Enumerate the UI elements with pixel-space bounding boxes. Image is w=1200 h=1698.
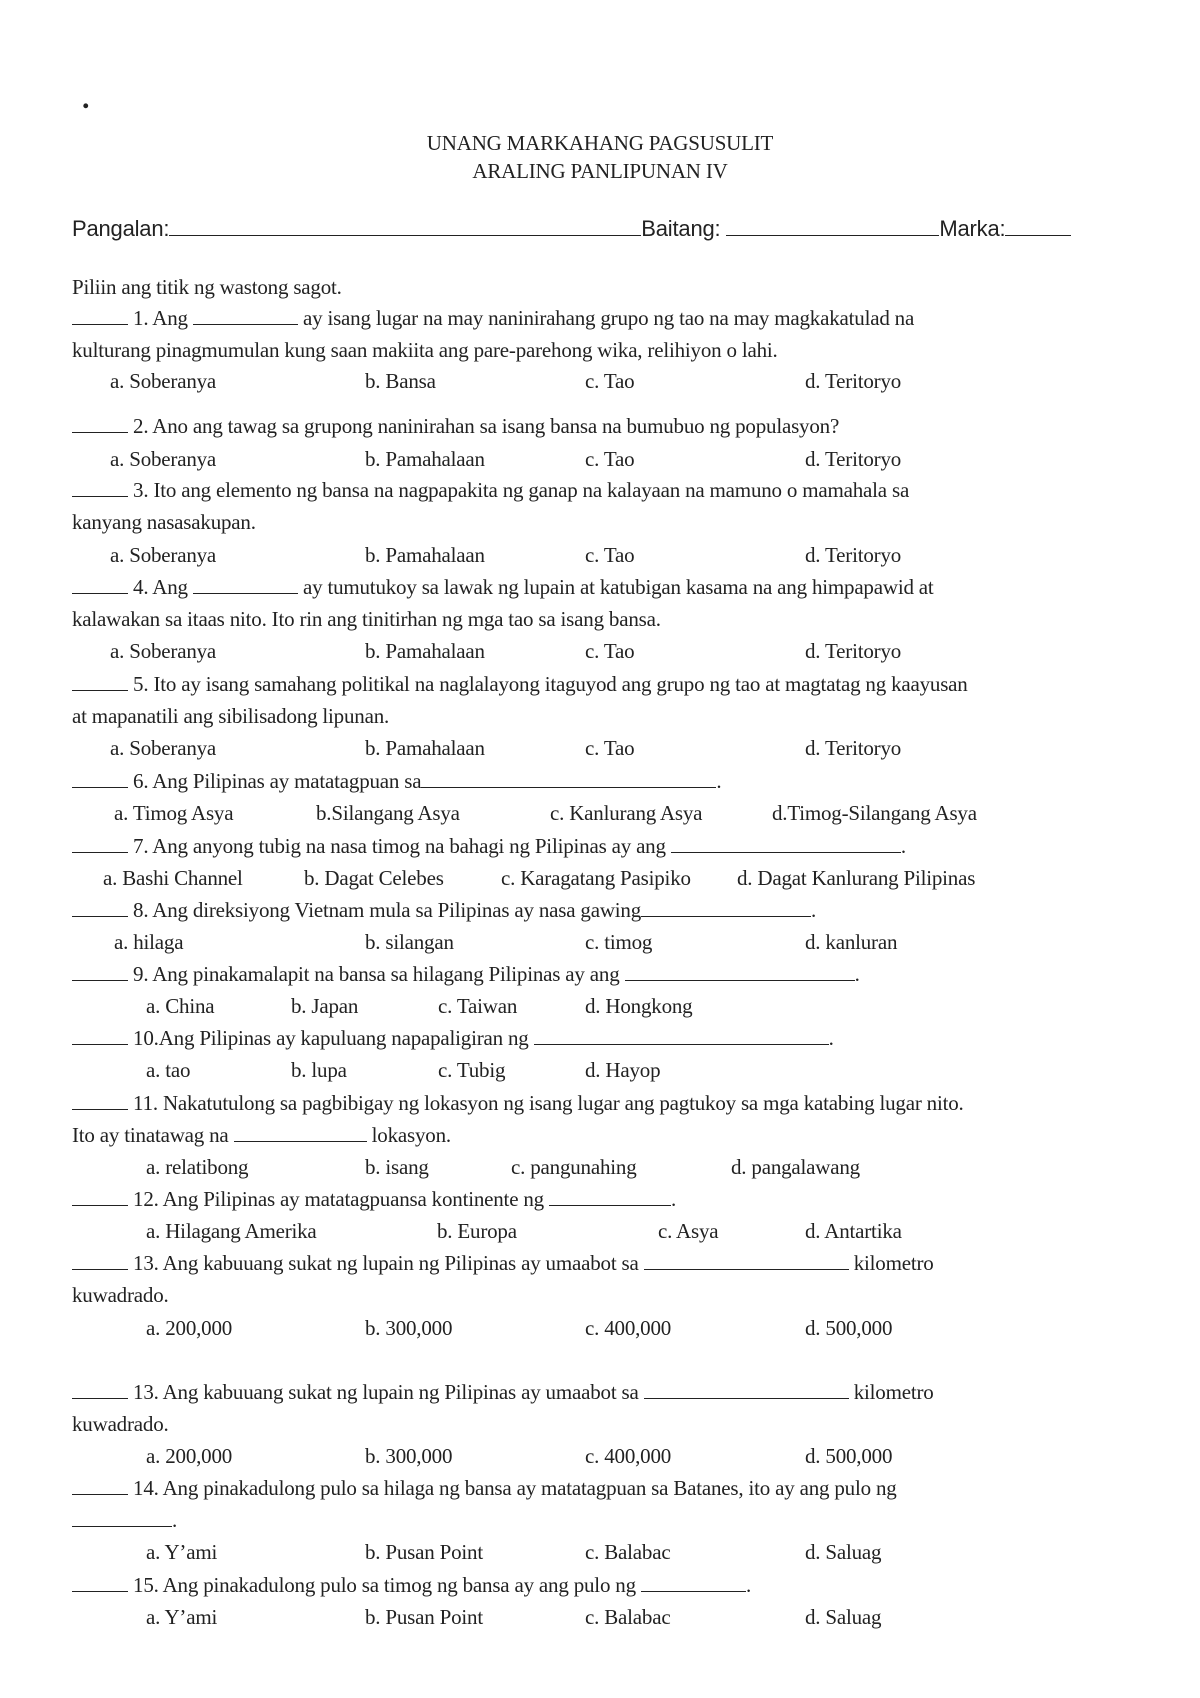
question-11-option-d[interactable]: d. pangalawang (731, 1155, 860, 1179)
exam-subject: ARALING PANLIPUNAN IV (472, 159, 728, 183)
question-5-line-2 (72, 701, 389, 731)
question-1-line-1 (72, 303, 914, 333)
question-16-option-b[interactable]: b. Pusan Point (365, 1605, 483, 1629)
question-14-line-2 (72, 1409, 169, 1439)
question-9-option-c[interactable]: c. Taiwan (438, 994, 518, 1018)
question-15-option-d[interactable]: d. Saluag (805, 1540, 882, 1564)
question-4-option-c[interactable]: c. Tao (585, 639, 635, 663)
question-4-option-d[interactable]: d. Teritoryo (805, 639, 902, 663)
answer-blank[interactable] (72, 898, 128, 917)
question-7-option-b[interactable]: b. Dagat Celebes (304, 866, 444, 890)
question-13-option-a[interactable]: a. 200,000 (146, 1316, 233, 1340)
question-10-option-c[interactable]: c. Tubig (438, 1058, 506, 1082)
question-text: kuwadrado. (72, 1412, 169, 1436)
answer-blank[interactable] (72, 1187, 128, 1206)
question-6-line-1 (72, 766, 721, 796)
question-4-line-2 (72, 604, 661, 634)
question-text-after-blank: ay tumutukoy sa lawak ng lupain at katubigan kasama na ang himpapawid at (297, 575, 934, 599)
question-7-option-a[interactable]: a. Bashi Channel (103, 866, 243, 890)
answer-blank[interactable] (72, 1026, 128, 1045)
question-text: kanyang nasasakupan. (72, 510, 256, 534)
question-5-line-1 (72, 669, 968, 699)
question-12-option-c[interactable]: c. Asya (658, 1219, 719, 1243)
grade-label: Baitang: (641, 216, 721, 241)
question-text: 6. Ang Pilipinas ay matatagpuan sa (128, 769, 422, 793)
question-10-option-b[interactable]: b. lupa (291, 1058, 347, 1082)
question-text-after-blank: . (671, 1187, 677, 1211)
question-11-option-b[interactable]: b. isang (365, 1155, 429, 1179)
question-3-option-c[interactable]: c. Tao (585, 543, 635, 567)
page-dot: . (82, 82, 90, 115)
answer-blank[interactable] (72, 672, 128, 691)
question-12-line-1 (72, 1184, 676, 1214)
question-text-after-blank: . (172, 1508, 178, 1532)
question-15-line-1 (72, 1473, 897, 1503)
question-6-option-b[interactable]: b.Silangang Asya (316, 801, 460, 825)
fill-blank[interactable] (549, 1187, 671, 1206)
question-14-line-1 (72, 1377, 934, 1407)
fill-blank[interactable] (644, 1251, 849, 1270)
question-text-after-blank: ay isang lugar na may naninirahang grupo ng tao na may magkakatulad na (297, 306, 915, 330)
question-text: Ito ay tinatawag na (72, 1123, 234, 1147)
fill-blank[interactable] (193, 306, 298, 325)
question-11-option-a[interactable]: a. relatibong (146, 1155, 249, 1179)
question-1-option-b[interactable]: b. Bansa (365, 369, 436, 393)
question-text: 13. Ang kabuuang sukat ng lupain ng Pilipinas ay umaabot sa (128, 1380, 644, 1404)
question-2-option-b[interactable]: b. Pamahalaan (365, 447, 485, 471)
question-13-option-d[interactable]: d. 500,000 (805, 1316, 893, 1340)
question-text-after-blank: . (828, 1026, 834, 1050)
fill-blank[interactable] (72, 1508, 172, 1527)
fill-blank[interactable] (193, 575, 298, 594)
question-15-line-2 (72, 1505, 177, 1535)
question-7-line-1 (72, 831, 906, 861)
question-14-option-b[interactable]: b. 300,000 (365, 1444, 453, 1468)
fill-blank[interactable] (671, 834, 901, 853)
question-16-option-d[interactable]: d. Saluag (805, 1605, 882, 1629)
question-text: 3. Ito ang elemento ng bansa na nagpapakita ng ganap na kalayaan na mamuno o mamahala sa (128, 478, 910, 502)
question-13-option-c[interactable]: c. 400,000 (585, 1316, 672, 1340)
question-text: 4. Ang (128, 575, 193, 599)
question-15-option-a[interactable]: a. Y’ami (146, 1540, 218, 1564)
question-12-option-b[interactable]: b. Europa (437, 1219, 517, 1243)
score-label: Marka: (939, 216, 1006, 241)
question-3-option-a[interactable]: a. Soberanya (110, 543, 217, 567)
question-14-option-c[interactable]: c. 400,000 (585, 1444, 672, 1468)
question-8-option-d[interactable]: d. kanluran (805, 930, 898, 954)
question-2-option-a[interactable]: a. Soberanya (110, 447, 217, 471)
question-text-after-blank: kilometro (848, 1380, 934, 1404)
question-1-line-2 (72, 335, 778, 365)
question-3-option-d[interactable]: d. Teritoryo (805, 543, 902, 567)
student-info-row (72, 215, 1071, 242)
question-text-after-blank: . (811, 898, 817, 922)
question-1-option-a[interactable]: a. Soberanya (110, 369, 217, 393)
question-5-option-a[interactable]: a. Soberanya (110, 736, 217, 760)
question-13-line-2 (72, 1280, 169, 1310)
question-8-option-a[interactable]: a. hilaga (114, 930, 184, 954)
question-11-line-2 (72, 1120, 451, 1150)
question-5-option-d[interactable]: d. Teritoryo (805, 736, 902, 760)
score-blank[interactable] (1005, 215, 1071, 236)
question-5-option-c[interactable]: c. Tao (585, 736, 635, 760)
instructions: Piliin ang titik ng wastong sagot. (72, 275, 342, 299)
answer-blank[interactable] (72, 1476, 128, 1495)
question-2-option-c[interactable]: c. Tao (585, 447, 635, 471)
question-1-option-d[interactable]: d. Teritoryo (805, 369, 902, 393)
question-2-line-1 (72, 411, 839, 441)
question-14-option-d[interactable]: d. 500,000 (805, 1444, 893, 1468)
question-12-option-d[interactable]: d. Antartika (805, 1219, 902, 1243)
question-8-option-b[interactable]: b. silangan (365, 930, 454, 954)
question-6-option-c[interactable]: c. Kanlurang Asya (550, 801, 703, 825)
fill-blank[interactable] (625, 962, 855, 981)
fill-blank[interactable] (421, 769, 716, 788)
answer-blank[interactable] (72, 1573, 128, 1592)
question-1-option-c[interactable]: c. Tao (585, 369, 635, 393)
question-10-option-a[interactable]: a. tao (146, 1058, 191, 1082)
fill-blank[interactable] (641, 1573, 746, 1592)
question-text-after-blank: lokasyon. (366, 1123, 451, 1147)
question-14-option-a[interactable]: a. 200,000 (146, 1444, 233, 1468)
question-text: 5. Ito ay isang samahang politikal na naglalayong itaguyod ang grupo ng tao at magtatag ng kaayusan (128, 672, 968, 696)
answer-blank[interactable] (72, 834, 128, 853)
question-2-option-d[interactable]: d. Teritoryo (805, 447, 902, 471)
question-text-after-blank: . (900, 834, 906, 858)
question-8-line-1 (72, 895, 816, 925)
question-text: 11. Nakatutulong sa pagbibigay ng lokasyon ng isang lugar ang pagtukoy sa mga katabing lugar nito. (128, 1091, 964, 1115)
answer-blank[interactable] (72, 478, 128, 497)
question-16-option-c[interactable]: c. Balabac (585, 1605, 671, 1629)
question-13-line-1 (72, 1248, 934, 1278)
question-16-line-1 (72, 1570, 751, 1600)
question-11-line-1 (72, 1088, 964, 1118)
question-text-after-blank: . (854, 962, 860, 986)
question-4-line-1 (72, 572, 934, 602)
question-9-option-d[interactable]: d. Hongkong (585, 994, 693, 1018)
question-10-option-d[interactable]: d. Hayop (585, 1058, 661, 1082)
answer-blank[interactable] (72, 414, 128, 433)
answer-blank[interactable] (72, 769, 128, 788)
answer-blank[interactable] (72, 1380, 128, 1399)
question-text: 9. Ang pinakamalapit na bansa sa hilagang Pilipinas ay ang (128, 962, 625, 986)
question-9-option-b[interactable]: b. Japan (291, 994, 359, 1018)
fill-blank[interactable] (534, 1026, 829, 1045)
question-4-option-b[interactable]: b. Pamahalaan (365, 639, 485, 663)
question-7-option-c[interactable]: c. Karagatang Pasipiko (501, 866, 691, 890)
question-6-option-d[interactable]: d.Timog-Silangang Asya (772, 801, 977, 825)
question-10-line-1 (72, 1023, 834, 1053)
question-6-option-a[interactable]: a. Timog Asya (114, 801, 234, 825)
question-text: 8. Ang direksiyong Vietnam mula sa Pilipinas ay nasa gawing (128, 898, 642, 922)
grade-blank[interactable] (726, 215, 939, 236)
question-15-option-b[interactable]: b. Pusan Point (365, 1540, 483, 1564)
question-4-option-a[interactable]: a. Soberanya (110, 639, 217, 663)
answer-blank[interactable] (72, 962, 128, 981)
question-12-option-a[interactable]: a. Hilagang Amerika (146, 1219, 317, 1243)
question-3-option-b[interactable]: b. Pamahalaan (365, 543, 485, 567)
question-text: 7. Ang anyong tubig na nasa timog na bahagi ng Pilipinas ay ang (128, 834, 671, 858)
question-text: 12. Ang Pilipinas ay matatagpuansa kontinente ng (128, 1187, 550, 1211)
exam-title: UNANG MARKAHANG PAGSUSULIT (426, 131, 774, 155)
question-5-option-b[interactable]: b. Pamahalaan (365, 736, 485, 760)
question-text: 10.Ang Pilipinas ay kapuluang napapaligiran ng (128, 1026, 534, 1050)
name-blank[interactable] (169, 215, 641, 236)
answer-blank[interactable] (72, 306, 128, 325)
answer-blank[interactable] (72, 1091, 128, 1110)
answer-blank[interactable] (72, 1251, 128, 1270)
question-text-after-blank: kilometro (848, 1251, 934, 1275)
question-text: 2. Ano ang tawag sa grupong naninirahan sa isang bansa na bumubuo ng populasyon? (128, 414, 840, 438)
question-text-after-blank: . (716, 769, 722, 793)
question-13-option-b[interactable]: b. 300,000 (365, 1316, 453, 1340)
question-3-line-2 (72, 507, 256, 537)
question-text: 15. Ang pinakadulong pulo sa timog ng bansa ay ang pulo ng (128, 1573, 641, 1597)
question-15-option-c[interactable]: c. Balabac (585, 1540, 671, 1564)
question-text-after-blank: . (745, 1573, 752, 1597)
question-16-option-a[interactable]: a. Y’ami (146, 1605, 218, 1629)
question-text: kulturang pinagmumulan kung saan makiita ang pare-parehong wika, relihiyon o lahi. (72, 338, 778, 362)
question-8-option-c[interactable]: c. timog (585, 930, 653, 954)
question-text: 1. Ang (128, 306, 193, 330)
question-7-option-d[interactable]: d. Dagat Kanlurang Pilipinas (737, 866, 976, 890)
question-text: at mapanatili ang sibilisadong lipunan. (72, 704, 390, 728)
question-text: 14. Ang pinakadulong pulo sa hilaga ng bansa ay matatagpuan sa Batanes, ito ay ang pulo ng (128, 1476, 897, 1500)
question-9-option-a[interactable]: a. China (146, 994, 215, 1018)
question-text: kalawakan sa itaas nito. Ito rin ang tinitirhan ng mga tao sa isang bansa. (72, 607, 661, 631)
question-3-line-1 (72, 475, 909, 505)
answer-blank[interactable] (72, 575, 128, 594)
question-11-option-c[interactable]: c. pangunahing (511, 1155, 637, 1179)
fill-blank[interactable] (644, 1380, 849, 1399)
question-text: kuwadrado. (72, 1283, 169, 1307)
question-9-line-1 (72, 959, 860, 989)
fill-blank[interactable] (641, 898, 811, 917)
question-text: 13. Ang kabuuang sukat ng lupain ng Pilipinas ay umaabot sa (128, 1251, 644, 1275)
fill-blank[interactable] (234, 1123, 367, 1142)
name-label: Pangalan: (72, 216, 170, 241)
